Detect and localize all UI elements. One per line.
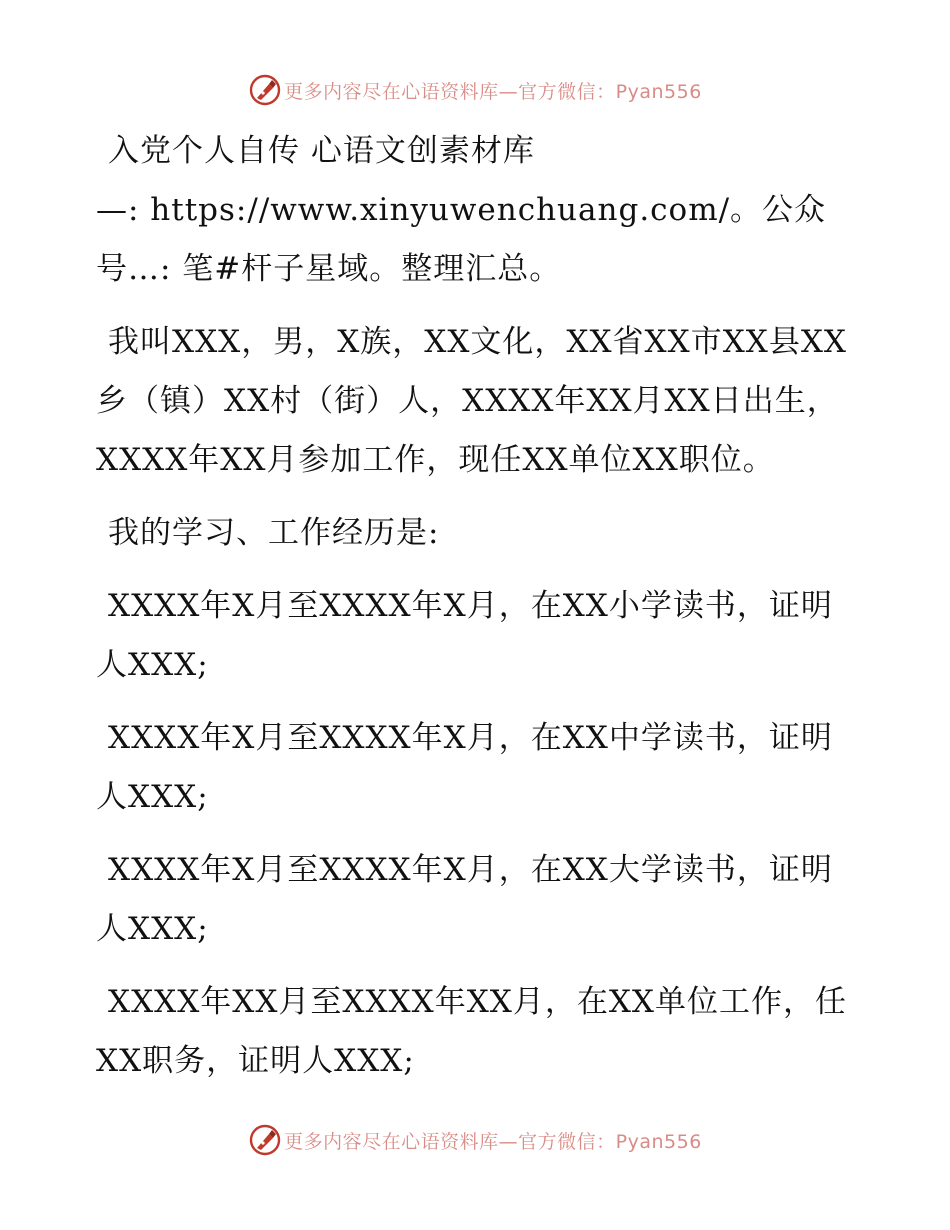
text-line: —: https://www.xinyuwenchuang.com/。公众 xyxy=(96,192,827,228)
watermark-wechat-id: Pyan556 xyxy=(615,1130,702,1153)
text-line: 我的学习、工作经历是: xyxy=(108,515,440,551)
text-line: XXXX年XX月参加工作，现任XX单位XX职位。 xyxy=(96,442,775,478)
watermark-header xyxy=(0,72,950,108)
text-line: XXXX年X月至XXXX年X月，在XX小学读书，证明 xyxy=(108,588,833,624)
paragraph-middle-school xyxy=(96,709,866,827)
text-line: XX职务，证明人XXX; xyxy=(96,1043,415,1079)
text-line: 人XXX; xyxy=(96,779,209,815)
text-line: 号…: 笔#杆子星域。整理汇总。 xyxy=(96,251,562,287)
text-line: 人XXX; xyxy=(96,647,209,683)
watermark-text: 更多内容尽在心语资料库—官方微信：Pyan556 xyxy=(284,80,702,103)
paragraph-university xyxy=(96,841,866,959)
text-line: XXXX年X月至XXXX年X月，在XX中学读书，证明 xyxy=(108,720,833,756)
paragraph-primary-school xyxy=(96,577,866,695)
watermark-text: 更多内容尽在心语资料库—官方微信：Pyan556 xyxy=(284,1130,702,1153)
pen-nib-logo-icon xyxy=(248,1123,282,1157)
text-line: 乡（镇）XX村（街）人，XXXX年XX月XX日出生， xyxy=(96,383,839,419)
document-body xyxy=(96,122,866,1105)
text-line: 人XXX; xyxy=(96,911,209,947)
text-line: 入党个人自传 心语文创素材库 xyxy=(108,133,535,169)
paragraph-work xyxy=(96,973,866,1091)
paragraph-title xyxy=(96,122,866,299)
text-line: 我叫XXX，男，X族，XX文化，XX省XX市XX县XX xyxy=(108,324,847,360)
watermark-wechat-id: Pyan556 xyxy=(615,80,702,103)
paragraph-intro xyxy=(96,313,866,490)
watermark-footer xyxy=(0,1122,950,1158)
text-line: XXXX年X月至XXXX年X月，在XX大学读书，证明 xyxy=(108,852,833,888)
paragraph-history-heading xyxy=(96,504,866,563)
pen-nib-logo-icon xyxy=(248,73,282,107)
text-line: XXXX年XX月至XXXX年XX月，在XX单位工作，任 xyxy=(108,984,847,1020)
